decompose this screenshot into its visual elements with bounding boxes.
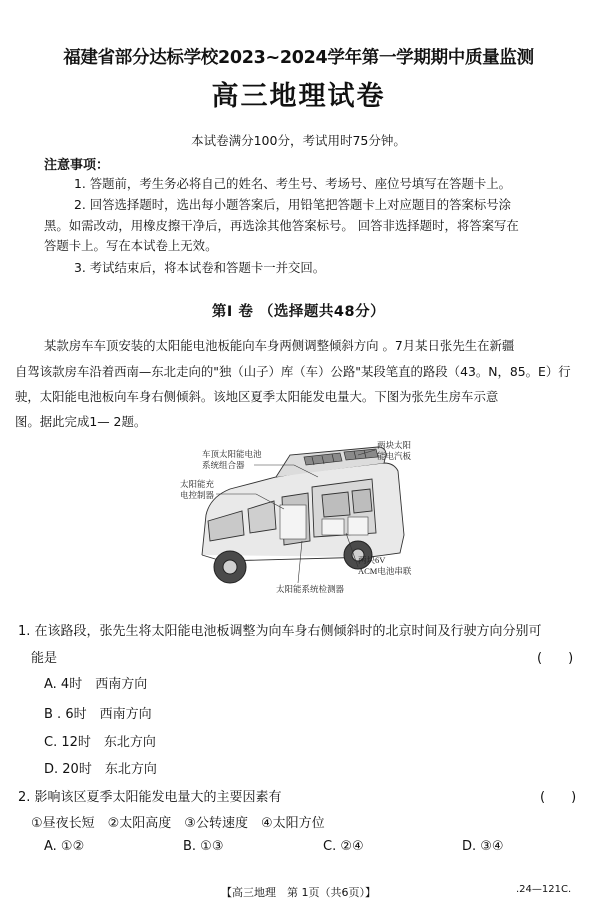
notice-item-2-line-1: 2. 回答选择题时，选出每小题答案后，用铅笔把答题卡上对应题目的答案标号涂 <box>74 197 512 212</box>
notice-heading: 注意事项： <box>44 158 110 173</box>
passage-line-3: 驶，太阳能电池板向车身右侧倾斜。该地区夏季太阳能发电量大。下图为张先生房车示意 <box>15 389 499 404</box>
q1-stem-line-1: 1. 在该路段，张先生将太阳能电池板调整为向车身右侧倾斜时的北京时间及行驶方向分别可 <box>18 624 542 639</box>
notice-item-2-line-3: 答题卡上。写在本试卷上无效。 <box>44 238 218 253</box>
figure-label-detector: 太阳能系统检测器 <box>276 584 345 594</box>
q1-option-a: A. 4时 西南方向 <box>44 677 148 692</box>
notice-item-1: 1. 答题前，考生务必将自己的姓名、考生号、考场号、座位号填写在答题卡上。 <box>74 176 512 191</box>
subject-title: 高三地理试卷 <box>211 81 386 112</box>
passage-line-1: 某款房车车顶安装的太阳能电池板能向车身两侧调整倾斜方向 。7月某日张先生在新疆 <box>44 338 515 353</box>
figure-label-panels-2: 能电汽板 <box>377 451 412 461</box>
exam-meta: 本试卷满分100分，考试用时75分钟。 <box>191 133 406 148</box>
figure-label-controller: 太阳能充 <box>180 479 215 489</box>
q1-stem-line-2: 能是 <box>31 651 58 666</box>
figure-label-roof-2: 系统组合器 <box>202 460 245 470</box>
footer-code: .24—121C. <box>516 884 572 895</box>
figure-label-battery: 两块6V <box>358 555 386 565</box>
figure-label-battery-2: ACM电池串联 <box>358 566 412 576</box>
q2-option-c: C. ②④ <box>323 839 364 854</box>
motorhome-figure <box>172 437 418 600</box>
figure-label-panels: 两块太阳 <box>377 440 412 450</box>
exam-title: 福建省部分达标学校2023~2024学年第一学期期中质量监测 <box>63 48 534 68</box>
q2-stem: 2. 影响该区夏季太阳能发电量大的主要因素有 <box>18 790 282 805</box>
notice-item-2-line-2: 黑。如需改动，用橡皮擦干净后，再选涂其他答案标号。 回答非选择题时，将答案写在 <box>44 218 519 233</box>
passage-line-2: 自驾该款房车沿着西南—东北走向的"独（山子）库（车）公路"某段笔直的路段（43。N，85。E）行 <box>15 364 571 379</box>
q1-option-d: D. 20时 东北方向 <box>44 762 157 777</box>
q1-option-c: C. 12时 东北方向 <box>44 735 156 750</box>
section-title: 第Ⅰ 卷 （选择题共48分） <box>211 304 386 320</box>
figure-label-roof: 车顶太阳能电池 <box>202 449 262 459</box>
q2-answer-paren: ( ) <box>540 790 577 805</box>
page-footer: 【高三地理 第 1页（共6页）】 <box>221 886 376 899</box>
q1-answer-paren: ( ) <box>537 651 574 666</box>
q1-option-b: B . 6时 西南方向 <box>44 707 152 722</box>
figure-label-controller-2: 电控制器 <box>180 490 215 500</box>
q2-option-a: A. ①② <box>44 839 85 854</box>
q2-option-d: D. ③④ <box>462 839 504 854</box>
q2-option-b: B. ①③ <box>183 839 224 854</box>
notice-item-3: 3. 考试结束后，将本试卷和答题卡一并交回。 <box>74 260 326 275</box>
q2-factors: ①昼夜长短 ②太阳高度 ③公转速度 ④太阳方位 <box>31 816 325 831</box>
passage-line-4: 图。据此完成1— 2题。 <box>15 414 147 429</box>
